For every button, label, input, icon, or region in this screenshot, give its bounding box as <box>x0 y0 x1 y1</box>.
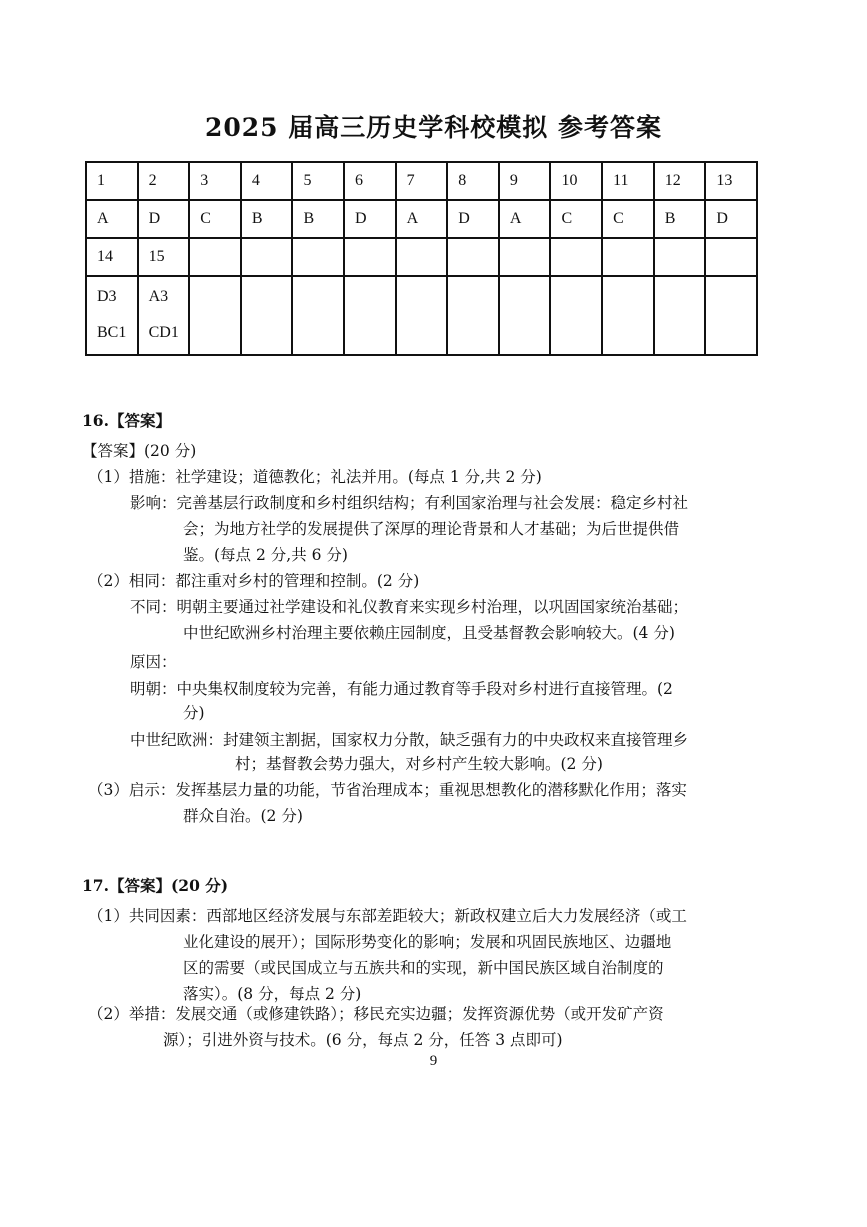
table-cell <box>344 238 396 276</box>
table-cell: 9 <box>499 162 551 200</box>
table-cell: 6 <box>344 162 396 200</box>
table-cell <box>292 238 344 276</box>
table-cell: 7 <box>396 162 448 200</box>
table-cell-multi <box>396 276 448 355</box>
q17-line: 落实）。(8 分，每点 2 分) <box>183 985 362 1003</box>
table-cell: C <box>550 200 602 238</box>
table-cell-multi: D3 BC1 <box>86 276 138 355</box>
page-title: 2025 届高三历史学科校模拟 参考答案 <box>205 113 662 142</box>
table-cell-multi <box>654 276 706 355</box>
table-cell-multi: A3 CD1 <box>138 276 190 355</box>
table-cell-multi <box>499 276 551 355</box>
q16-line: 中世纪欧洲乡村治理主要依赖庄园制度，且受基督教会影响较大。(4 分) <box>183 624 675 642</box>
table-cell: A <box>86 200 138 238</box>
table-cell-multi <box>241 276 293 355</box>
table-cell: 2 <box>138 162 190 200</box>
q16-line: 鉴。(每点 2 分,共 6 分) <box>183 546 348 564</box>
q16-line: （2）相同：都注重对乡村的管理和控制。(2 分) <box>88 572 420 590</box>
table-cell: 11 <box>602 162 654 200</box>
q16-line: 中世纪欧洲：封建领主割据，国家权力分散，缺乏强有力的中央政权来直接管理乡 <box>130 731 689 749</box>
q17-heading: 17.【答案】(20 分) <box>82 876 229 895</box>
table-cell: C <box>189 200 241 238</box>
table-cell: 10 <box>550 162 602 200</box>
table-row <box>86 200 757 238</box>
table-cell-multi <box>344 276 396 355</box>
table-cell <box>241 238 293 276</box>
q16-line: （3）启示：发挥基层力量的功能，节省治理成本；重视思想教化的潜移默化作用；落实 <box>88 781 687 799</box>
table-cell: 5 <box>292 162 344 200</box>
table-cell-multi <box>189 276 241 355</box>
table-cell: 1 <box>86 162 138 200</box>
table-cell-multi <box>602 276 654 355</box>
q16-line: 原因： <box>130 653 177 671</box>
table-row <box>86 238 757 276</box>
table-cell: B <box>654 200 706 238</box>
table-cell <box>447 238 499 276</box>
table-cell: B <box>292 200 344 238</box>
table-cell <box>654 238 706 276</box>
table-cell: D <box>138 200 190 238</box>
table-cell: 3 <box>189 162 241 200</box>
q16-score: 【答案】(20 分) <box>82 442 197 460</box>
table-cell-multi <box>705 276 757 355</box>
table-cell: D <box>447 200 499 238</box>
table-cell <box>550 238 602 276</box>
table-cell-multi <box>292 276 344 355</box>
q16-line: 群众自治。(2 分) <box>183 807 303 825</box>
table-cell <box>602 238 654 276</box>
table-cell: D <box>344 200 396 238</box>
table-cell: 15 <box>138 238 190 276</box>
table-cell: C <box>602 200 654 238</box>
q16-line: 分) <box>183 704 205 722</box>
q16-line: （1）措施：社学建设；道德教化；礼法并用。(每点 1 分,共 2 分) <box>88 468 542 486</box>
q16-heading: 16.【答案】 <box>82 411 171 430</box>
q16-line: 村；基督教会势力强大，对乡村产生较大影响。(2 分) <box>235 755 603 773</box>
table-row <box>86 162 757 200</box>
table-cell: B <box>241 200 293 238</box>
table-cell: 13 <box>705 162 757 200</box>
table-cell <box>189 238 241 276</box>
q16-line: 明朝：中央集权制度较为完善，有能力通过教育等手段对乡村进行直接管理。(2 <box>130 680 673 698</box>
table-cell <box>499 238 551 276</box>
table-cell: 14 <box>86 238 138 276</box>
q17-line: 业化建设的展开）；国际形势变化的影响；发展和巩固民族地区、边疆地 <box>183 933 672 951</box>
table-cell: D <box>705 200 757 238</box>
answer-table <box>85 161 758 356</box>
table-cell-multi <box>447 276 499 355</box>
q16-line: 会；为地方社学的发展提供了深厚的理论背景和人才基础；为后世提供借 <box>183 520 680 538</box>
table-cell <box>396 238 448 276</box>
q17-line: （1）共同因素：西部地区经济发展与东部差距较大；新政权建立后大力发展经济（或工 <box>88 907 687 925</box>
table-cell <box>705 238 757 276</box>
table-cell: 8 <box>447 162 499 200</box>
table-row <box>86 276 757 355</box>
page-number: 9 <box>429 1053 438 1069</box>
table-cell: A <box>499 200 551 238</box>
table-cell: 12 <box>654 162 706 200</box>
q17-line: 区的需要（或民国成立与五族共和的实现，新中国民族区域自治制度的 <box>183 959 664 977</box>
q17-line: 源）；引进外资与技术。(6 分，每点 2 分，任答 3 点即可) <box>163 1031 563 1049</box>
q16-line: 不同：明朝主要通过社学建设和礼仪教育来实现乡村治理，以巩固国家统治基础； <box>130 598 689 616</box>
q17-line: （2）举措：发展交通（或修建铁路）；移民充实边疆；发挥资源优势（或开发矿产资 <box>88 1005 664 1023</box>
table-cell-multi <box>550 276 602 355</box>
table-cell: 4 <box>241 162 293 200</box>
q16-line: 影响：完善基层行政制度和乡村组织结构；有利国家治理与社会发展：稳定乡村社 <box>130 494 689 512</box>
table-cell: A <box>396 200 448 238</box>
